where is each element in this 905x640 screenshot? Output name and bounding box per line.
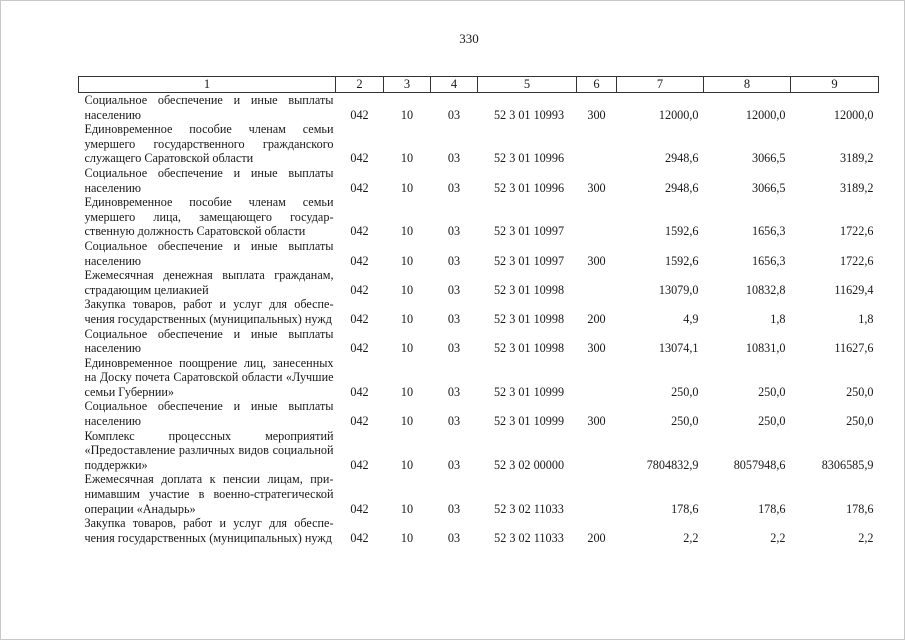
ministry-code: 042 xyxy=(350,311,369,326)
subsection-code: 03 xyxy=(447,151,461,166)
section-code: 10 xyxy=(400,180,414,195)
page-number: 330 xyxy=(459,31,479,46)
table-row xyxy=(79,429,879,473)
table-row xyxy=(79,122,879,166)
table-row xyxy=(79,327,879,356)
item-name: Закупка товаров, работ и услуг для обеспечения государственных (муниципальных) нужд xyxy=(84,297,334,326)
target-article-code: 52 3 01 10998 xyxy=(493,282,565,297)
amount-year-1: 1592,6 xyxy=(664,253,699,268)
amount-year-2: 10832,8 xyxy=(745,282,786,297)
target-article-code: 52 3 01 10996 xyxy=(493,180,565,195)
table-row xyxy=(79,195,879,239)
budget-table xyxy=(78,76,879,545)
ministry-code: 042 xyxy=(350,501,369,516)
amount-year-3: 11627,6 xyxy=(834,341,874,356)
amount-year-3: 3189,2 xyxy=(839,180,874,195)
subsection-code: 03 xyxy=(447,107,461,122)
item-name: Единовременное поощрение лиц, занесенных на Доску почета Саратовской области «Лучшие семьи Губернии» xyxy=(84,355,334,399)
column-header: 4 xyxy=(431,77,478,93)
amount-year-2: 178,6 xyxy=(758,501,786,516)
item-name: Ежемесячная денежная выплата гражданам, страдающим целиакией xyxy=(84,268,334,297)
item-name: Комплекс процессных мероприятий «Предоставление различных видов социальной поддержки» xyxy=(84,428,334,472)
expense-type-code: 200 xyxy=(587,530,606,545)
amount-year-1: 250,0 xyxy=(671,384,699,399)
subsection-code: 03 xyxy=(447,341,461,356)
expense-type-code: 300 xyxy=(587,253,606,268)
target-article-code: 52 3 01 10998 xyxy=(493,341,565,356)
table-row xyxy=(79,356,879,400)
target-article-code: 52 3 01 10996 xyxy=(493,151,565,166)
section-code: 10 xyxy=(400,107,414,122)
amount-year-1: 2948,6 xyxy=(664,180,699,195)
ministry-code: 042 xyxy=(350,224,369,239)
subsection-code: 03 xyxy=(447,180,461,195)
subsection-code: 03 xyxy=(447,414,461,429)
target-article-code: 52 3 01 10997 xyxy=(493,253,565,268)
amount-year-3: 3189,2 xyxy=(839,151,874,166)
expense-type-code xyxy=(577,472,617,516)
expense-type-code: 200 xyxy=(587,311,606,326)
amount-year-1: 13074,1 xyxy=(658,341,699,356)
amount-year-1: 2948,6 xyxy=(664,151,699,166)
ministry-code: 042 xyxy=(350,341,369,356)
amount-year-3: 2,2 xyxy=(858,530,874,545)
ministry-code: 042 xyxy=(350,107,369,122)
amount-year-3: 1722,6 xyxy=(839,253,874,268)
amount-year-1: 2,2 xyxy=(683,530,699,545)
amount-year-3: 178,6 xyxy=(846,501,874,516)
table-row xyxy=(79,399,879,428)
amount-year-2: 1,8 xyxy=(770,311,786,326)
amount-year-3: 11629,4 xyxy=(834,282,874,297)
section-code: 10 xyxy=(400,384,414,399)
amount-year-3: 1722,6 xyxy=(839,224,874,239)
subsection-code: 03 xyxy=(447,224,461,239)
item-name: Единовременное пособие членам семьи умершего лица, замещающего государственную должность Саратовской области xyxy=(84,195,334,239)
ministry-code: 042 xyxy=(350,180,369,195)
ministry-code: 042 xyxy=(350,530,369,545)
column-header: 1 xyxy=(79,77,336,93)
header-row xyxy=(79,77,879,93)
section-code: 10 xyxy=(400,501,414,516)
item-name: Социальное обеспечение и иные выплаты населению xyxy=(84,165,334,195)
ministry-code: 042 xyxy=(350,457,369,472)
ministry-code: 042 xyxy=(350,253,369,268)
table-row xyxy=(79,268,879,297)
expense-type-code: 300 xyxy=(587,180,606,195)
amount-year-2: 10831,0 xyxy=(745,341,786,356)
item-name: Социальное обеспечение и иные выплаты населению xyxy=(84,399,334,429)
item-name: Закупка товаров, работ и услуг для обеспечения государственных (муниципальных) нужд xyxy=(84,516,334,545)
section-code: 10 xyxy=(400,151,414,166)
item-name: Единовременное пособие членам семьи умершего государственного гражданского служащего Саратовской области xyxy=(84,122,334,166)
amount-year-3: 250,0 xyxy=(846,384,874,399)
amount-year-2: 12000,0 xyxy=(745,107,786,122)
amount-year-3: 250,0 xyxy=(846,414,874,429)
amount-year-2: 250,0 xyxy=(758,414,786,429)
section-code: 10 xyxy=(400,414,414,429)
expense-type-code xyxy=(577,195,617,239)
expense-type-code xyxy=(577,356,617,400)
amount-year-2: 250,0 xyxy=(758,384,786,399)
section-code: 10 xyxy=(400,282,414,297)
column-header: 2 xyxy=(336,77,384,93)
amount-year-3: 1,8 xyxy=(858,311,874,326)
column-header: 8 xyxy=(704,77,791,93)
expense-type-code xyxy=(577,429,617,473)
amount-year-1: 250,0 xyxy=(671,414,699,429)
expense-type-code xyxy=(577,268,617,297)
target-article-code: 52 3 02 11033 xyxy=(494,530,564,545)
column-header: 9 xyxy=(791,77,879,93)
column-header: 5 xyxy=(478,77,577,93)
ministry-code: 042 xyxy=(350,282,369,297)
target-article-code: 52 3 01 10999 xyxy=(493,414,565,429)
amount-year-1: 13079,0 xyxy=(658,282,699,297)
table-row xyxy=(79,472,879,516)
amount-year-2: 1656,3 xyxy=(751,253,786,268)
expense-type-code: 300 xyxy=(587,414,606,429)
amount-year-2: 2,2 xyxy=(770,530,786,545)
section-code: 10 xyxy=(400,311,414,326)
item-name: Социальное обеспечение и иные выплаты населению xyxy=(84,238,334,268)
ministry-code: 042 xyxy=(350,384,369,399)
amount-year-2: 8057948,6 xyxy=(733,457,786,472)
subsection-code: 03 xyxy=(447,311,461,326)
column-header: 6 xyxy=(577,77,617,93)
ministry-code: 042 xyxy=(350,414,369,429)
amount-year-2: 3066,5 xyxy=(751,180,786,195)
section-code: 10 xyxy=(400,457,414,472)
item-name: Социальное обеспечение и иные выплаты населению xyxy=(84,326,334,356)
column-header: 7 xyxy=(617,77,704,93)
expense-type-code xyxy=(577,122,617,166)
item-name: Ежемесячная доплата к пенсии лицам, принимавшим участие в военно-стратегической операции «Анадырь» xyxy=(84,472,334,516)
expense-type-code: 300 xyxy=(587,107,606,122)
amount-year-1: 7804832,9 xyxy=(646,457,699,472)
table-row xyxy=(79,166,879,195)
section-code: 10 xyxy=(400,224,414,239)
amount-year-1: 1592,6 xyxy=(664,224,699,239)
amount-year-2: 3066,5 xyxy=(751,151,786,166)
target-article-code: 52 3 02 00000 xyxy=(493,457,565,472)
amount-year-3: 8306585,9 xyxy=(821,457,874,472)
section-code: 10 xyxy=(400,341,414,356)
amount-year-1: 178,6 xyxy=(671,501,699,516)
subsection-code: 03 xyxy=(447,501,461,516)
item-name: Социальное обеспечение и иные выплаты населению xyxy=(84,93,334,122)
subsection-code: 03 xyxy=(447,457,461,472)
subsection-code: 03 xyxy=(447,530,461,545)
section-code: 10 xyxy=(400,253,414,268)
ministry-code: 042 xyxy=(350,151,369,166)
target-article-code: 52 3 01 10993 xyxy=(493,107,565,122)
subsection-code: 03 xyxy=(447,384,461,399)
amount-year-1: 4,9 xyxy=(683,311,699,326)
target-article-code: 52 3 01 10998 xyxy=(493,311,565,326)
amount-year-3: 12000,0 xyxy=(833,107,874,122)
target-article-code: 52 3 01 10997 xyxy=(493,224,565,239)
amount-year-2: 1656,3 xyxy=(751,224,786,239)
section-code: 10 xyxy=(400,530,414,545)
subsection-code: 03 xyxy=(447,253,461,268)
expense-type-code: 300 xyxy=(587,341,606,356)
table-row xyxy=(79,239,879,268)
target-article-code: 52 3 01 10999 xyxy=(493,384,565,399)
column-header: 3 xyxy=(384,77,431,93)
table-row xyxy=(79,93,879,123)
table-row xyxy=(79,516,879,545)
amount-year-1: 12000,0 xyxy=(658,107,699,122)
target-article-code: 52 3 02 11033 xyxy=(494,501,564,516)
subsection-code: 03 xyxy=(447,282,461,297)
table-row xyxy=(79,297,879,326)
